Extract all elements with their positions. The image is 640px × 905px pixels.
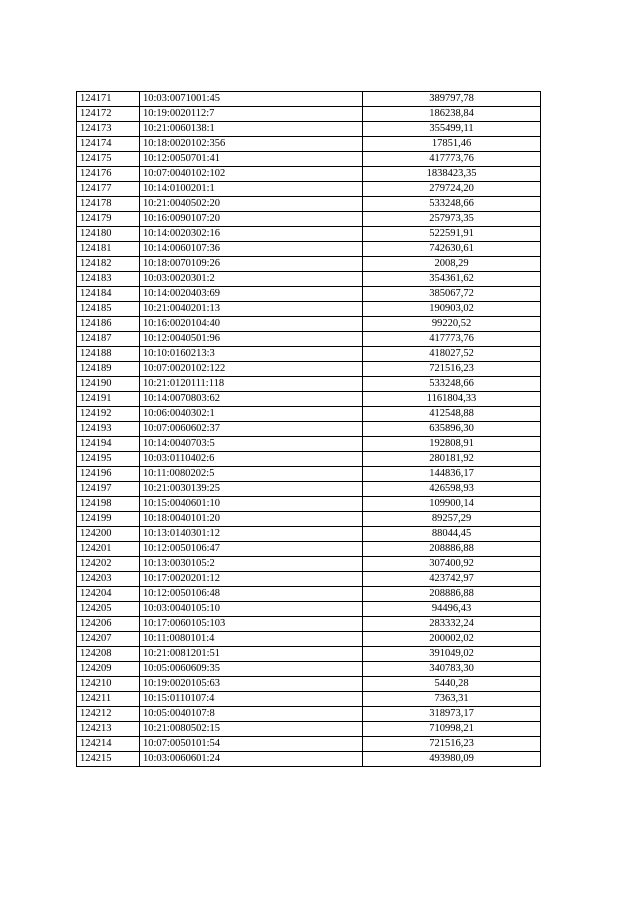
cadastral-number-cell: 10:21:0080502:15: [140, 722, 363, 737]
value-cell: 1838423,35: [363, 167, 541, 182]
table-row: [77, 617, 541, 632]
cadastral-number-cell: 10:05:0040107:8: [140, 707, 363, 722]
row-number-cell: 124205: [77, 602, 140, 617]
cadastral-number-cell: 10:12:0050701:41: [140, 152, 363, 167]
row-number-cell: 124179: [77, 212, 140, 227]
table-row: [77, 362, 541, 377]
row-number-cell: 124194: [77, 437, 140, 452]
table-row: [77, 107, 541, 122]
row-number-cell: 124171: [77, 92, 140, 107]
cadastral-number-cell: 10:18:0040101:20: [140, 512, 363, 527]
value-cell: 355499,11: [363, 122, 541, 137]
cadastral-number-cell: 10:11:0080101:4: [140, 632, 363, 647]
cadastral-number-cell: 10:13:0140301:12: [140, 527, 363, 542]
table-row: [77, 542, 541, 557]
row-number-cell: 124184: [77, 287, 140, 302]
cadastral-number-cell: 10:03:0040105:10: [140, 602, 363, 617]
value-cell: 283332,24: [363, 617, 541, 632]
value-cell: 208886,88: [363, 542, 541, 557]
row-number-cell: 124212: [77, 707, 140, 722]
value-cell: 200002,02: [363, 632, 541, 647]
cadastral-number-cell: 10:06:0040302:1: [140, 407, 363, 422]
value-cell: 710998,21: [363, 722, 541, 737]
row-number-cell: 124214: [77, 737, 140, 752]
value-cell: 94496,43: [363, 602, 541, 617]
row-number-cell: 124200: [77, 527, 140, 542]
row-number-cell: 124207: [77, 632, 140, 647]
table-row: [77, 602, 541, 617]
value-cell: 99220,52: [363, 317, 541, 332]
cadastral-number-cell: 10:03:0110402:6: [140, 452, 363, 467]
value-cell: 533248,66: [363, 377, 541, 392]
cadastral-number-cell: 10:05:0060609:35: [140, 662, 363, 677]
cadastral-number-cell: 10:21:0081201:51: [140, 647, 363, 662]
row-number-cell: 124188: [77, 347, 140, 362]
cadastral-number-cell: 10:18:0070109:26: [140, 257, 363, 272]
cadastral-number-cell: 10:21:0120111:118: [140, 377, 363, 392]
cadastral-number-cell: 10:15:0110107:4: [140, 692, 363, 707]
table-row: [77, 167, 541, 182]
cadastral-number-cell: 10:16:0020104:40: [140, 317, 363, 332]
value-cell: 721516,23: [363, 362, 541, 377]
table-row: [77, 332, 541, 347]
row-number-cell: 124206: [77, 617, 140, 632]
cadastral-number-cell: 10:03:0020301:2: [140, 272, 363, 287]
row-number-cell: 124209: [77, 662, 140, 677]
table-row: [77, 347, 541, 362]
cadastral-number-cell: 10:16:0090107:20: [140, 212, 363, 227]
row-number-cell: 124172: [77, 107, 140, 122]
value-cell: 5440,28: [363, 677, 541, 692]
table-row: [77, 392, 541, 407]
value-cell: 279724,20: [363, 182, 541, 197]
table-row: [77, 287, 541, 302]
row-number-cell: 124201: [77, 542, 140, 557]
value-cell: 208886,88: [363, 587, 541, 602]
row-number-cell: 124174: [77, 137, 140, 152]
value-cell: 635896,30: [363, 422, 541, 437]
cadastral-number-cell: 10:14:0020302:16: [140, 227, 363, 242]
table-row: [77, 512, 541, 527]
value-cell: 109900,14: [363, 497, 541, 512]
cadastral-number-cell: 10:19:0020105:63: [140, 677, 363, 692]
table-row: [77, 422, 541, 437]
cadastral-number-cell: 10:17:0060105:103: [140, 617, 363, 632]
cadastral-number-cell: 10:21:0040201:13: [140, 302, 363, 317]
row-number-cell: 124191: [77, 392, 140, 407]
value-cell: 412548,88: [363, 407, 541, 422]
cadastral-number-cell: 10:19:0020112:7: [140, 107, 363, 122]
value-cell: 423742,97: [363, 572, 541, 587]
row-number-cell: 124195: [77, 452, 140, 467]
table-row: [77, 152, 541, 167]
table-row: [77, 92, 541, 107]
table-row: [77, 197, 541, 212]
cadastral-number-cell: 10:14:0100201:1: [140, 182, 363, 197]
row-number-cell: 124173: [77, 122, 140, 137]
table-row: [77, 242, 541, 257]
table-row: [77, 692, 541, 707]
table-row: [77, 737, 541, 752]
value-cell: 7363,31: [363, 692, 541, 707]
value-cell: 522591,91: [363, 227, 541, 242]
row-number-cell: 124176: [77, 167, 140, 182]
cadastral-number-cell: 10:14:0040703:5: [140, 437, 363, 452]
row-number-cell: 124187: [77, 332, 140, 347]
table-body: [77, 92, 541, 767]
table-row: [77, 722, 541, 737]
table-row: [77, 557, 541, 572]
row-number-cell: 124185: [77, 302, 140, 317]
table-row: [77, 137, 541, 152]
value-cell: 318973,17: [363, 707, 541, 722]
cadastral-number-cell: 10:03:0060601:24: [140, 752, 363, 767]
value-cell: 192808,91: [363, 437, 541, 452]
value-cell: 88044,45: [363, 527, 541, 542]
cadastral-number-cell: 10:17:0020201:12: [140, 572, 363, 587]
value-cell: 2008,29: [363, 257, 541, 272]
table-row: [77, 752, 541, 767]
cadastral-number-cell: 10:21:0060138:1: [140, 122, 363, 137]
cadastral-number-cell: 10:14:0020403:69: [140, 287, 363, 302]
value-cell: 354361,62: [363, 272, 541, 287]
cadastral-number-cell: 10:03:0071001:45: [140, 92, 363, 107]
row-number-cell: 124193: [77, 422, 140, 437]
table-row: [77, 437, 541, 452]
value-cell: 144836,17: [363, 467, 541, 482]
cadastral-number-cell: 10:14:0060107:36: [140, 242, 363, 257]
value-cell: 89257,29: [363, 512, 541, 527]
cadastral-number-cell: 10:07:0060602:37: [140, 422, 363, 437]
row-number-cell: 124196: [77, 467, 140, 482]
value-cell: 742630,61: [363, 242, 541, 257]
cadastral-number-cell: 10:10:0160213:3: [140, 347, 363, 362]
cadastral-number-cell: 10:21:0040502:20: [140, 197, 363, 212]
table-row: [77, 467, 541, 482]
value-cell: 426598,93: [363, 482, 541, 497]
table-row: [77, 302, 541, 317]
row-number-cell: 124192: [77, 407, 140, 422]
row-number-cell: 124178: [77, 197, 140, 212]
table-row: [77, 317, 541, 332]
row-number-cell: 124183: [77, 272, 140, 287]
row-number-cell: 124203: [77, 572, 140, 587]
table-row: [77, 407, 541, 422]
value-cell: 190903,02: [363, 302, 541, 317]
table-row: [77, 482, 541, 497]
table-row: [77, 212, 541, 227]
value-cell: 417773,76: [363, 152, 541, 167]
value-cell: 721516,23: [363, 737, 541, 752]
cadastral-number-cell: 10:07:0020102:122: [140, 362, 363, 377]
value-cell: 280181,92: [363, 452, 541, 467]
cadastral-number-cell: 10:07:0050101:54: [140, 737, 363, 752]
value-cell: 533248,66: [363, 197, 541, 212]
row-number-cell: 124182: [77, 257, 140, 272]
row-number-cell: 124181: [77, 242, 140, 257]
value-cell: 493980,09: [363, 752, 541, 767]
cadastral-number-cell: 10:12:0050106:48: [140, 587, 363, 602]
row-number-cell: 124202: [77, 557, 140, 572]
cadastral-number-cell: 10:12:0040501:96: [140, 332, 363, 347]
value-cell: 385067,72: [363, 287, 541, 302]
row-number-cell: 124177: [77, 182, 140, 197]
table-row: [77, 587, 541, 602]
row-number-cell: 124211: [77, 692, 140, 707]
row-number-cell: 124210: [77, 677, 140, 692]
table-row: [77, 452, 541, 467]
value-cell: 1161804,33: [363, 392, 541, 407]
table-row: [77, 377, 541, 392]
cadastral-number-cell: 10:15:0040601:10: [140, 497, 363, 512]
cadastral-number-cell: 10:07:0040102:102: [140, 167, 363, 182]
table-row: [77, 632, 541, 647]
cadastral-number-cell: 10:21:0030139:25: [140, 482, 363, 497]
value-cell: 307400,92: [363, 557, 541, 572]
cadastral-number-cell: 10:14:0070803:62: [140, 392, 363, 407]
row-number-cell: 124190: [77, 377, 140, 392]
value-cell: 257973,35: [363, 212, 541, 227]
table-row: [77, 572, 541, 587]
value-cell: 186238,84: [363, 107, 541, 122]
value-cell: 389797,78: [363, 92, 541, 107]
row-number-cell: 124198: [77, 497, 140, 512]
row-number-cell: 124197: [77, 482, 140, 497]
table-row: [77, 257, 541, 272]
table-row: [77, 707, 541, 722]
table-row: [77, 647, 541, 662]
value-cell: 418027,52: [363, 347, 541, 362]
table-row: [77, 227, 541, 242]
row-number-cell: 124175: [77, 152, 140, 167]
value-cell: 391049,02: [363, 647, 541, 662]
row-number-cell: 124189: [77, 362, 140, 377]
row-number-cell: 124199: [77, 512, 140, 527]
row-number-cell: 124204: [77, 587, 140, 602]
table-row: [77, 497, 541, 512]
cadastral-value-table: [76, 91, 541, 767]
row-number-cell: 124215: [77, 752, 140, 767]
row-number-cell: 124213: [77, 722, 140, 737]
cadastral-number-cell: 10:11:0080202:5: [140, 467, 363, 482]
row-number-cell: 124180: [77, 227, 140, 242]
table-row: [77, 182, 541, 197]
value-cell: 417773,76: [363, 332, 541, 347]
table-row: [77, 662, 541, 677]
table-row: [77, 677, 541, 692]
cadastral-number-cell: 10:18:0020102:356: [140, 137, 363, 152]
table-row: [77, 272, 541, 287]
row-number-cell: 124208: [77, 647, 140, 662]
table-row: [77, 122, 541, 137]
cadastral-number-cell: 10:12:0050106:47: [140, 542, 363, 557]
row-number-cell: 124186: [77, 317, 140, 332]
value-cell: 17851,46: [363, 137, 541, 152]
value-cell: 340783,30: [363, 662, 541, 677]
cadastral-number-cell: 10:13:0030105:2: [140, 557, 363, 572]
table-row: [77, 527, 541, 542]
